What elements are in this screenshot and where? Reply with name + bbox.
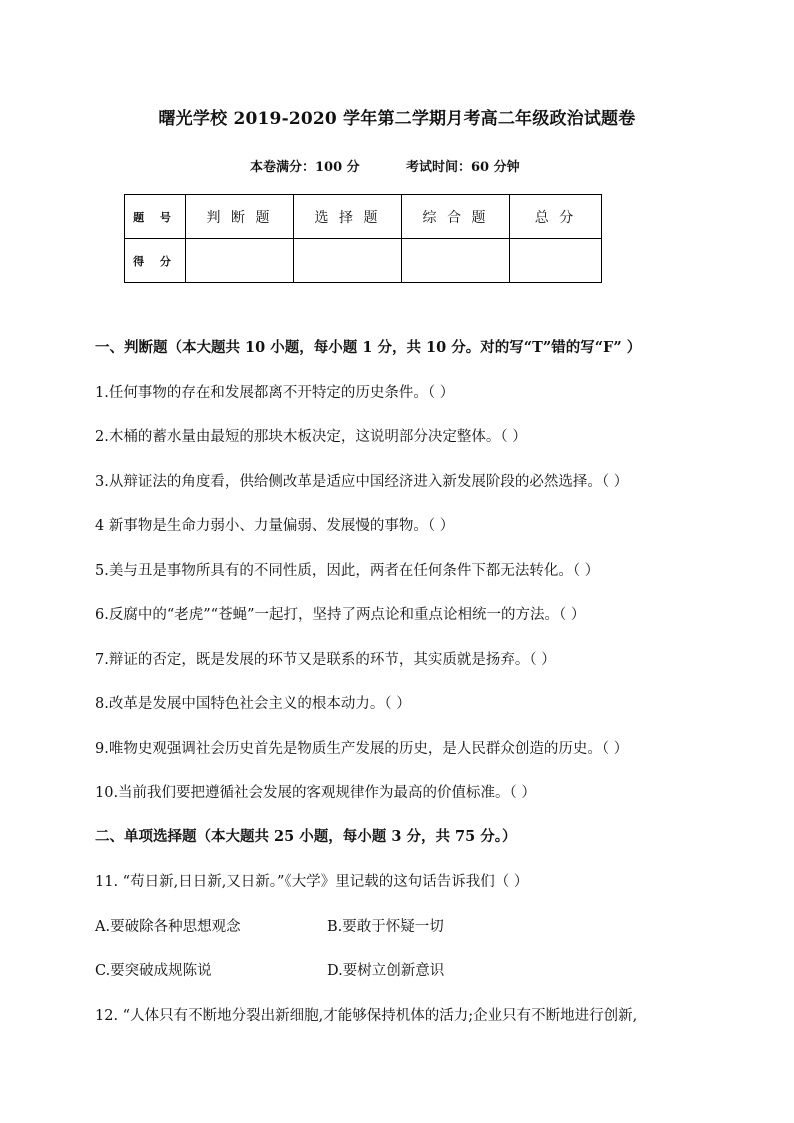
col-multiple-choice: 选 择 题 bbox=[294, 195, 402, 239]
question-10: 10.当前我们要把遵循社会发展的客观规律作为最高的价值标准。（ ） bbox=[95, 785, 536, 801]
question-11-option-c: C.要突破成规陈说 bbox=[95, 963, 212, 979]
row-label-question-number: 题 号 bbox=[125, 195, 186, 239]
question-6: 6.反腐中的“老虎”“苍蝇”一起打，坚持了两点论和重点论相统一的方法。（ ） bbox=[95, 607, 586, 623]
question-11-option-b: B.要敢于怀疑一切 bbox=[327, 919, 444, 935]
question-9: 9.唯物史观强调社会历史首先是物质生产发展的历史，是人民群众创造的历史。（ ） bbox=[95, 741, 629, 757]
question-7: 7.辩证的否定，既是发展的环节又是联系的环节，其实质就是扬弃。（ ） bbox=[95, 652, 556, 668]
exam-time-label: 考试时间：60 分钟 bbox=[406, 160, 520, 175]
question-1: 1.任何事物的存在和发展都离不开特定的历史条件。（ ） bbox=[95, 385, 455, 401]
col-true-false: 判 断 题 bbox=[186, 195, 294, 239]
full-score-label: 本卷满分：100 分 bbox=[250, 160, 360, 175]
question-8: 8.改革是发展中国特色社会主义的根本动力。（ ） bbox=[95, 696, 411, 712]
question-4: 4 新事物是生命力弱小、力量偏弱、发展慢的事物。（ ） bbox=[95, 518, 455, 534]
exam-title: 曙光学校 2019-2020 学年第二学期月考高二年级政治试题卷 bbox=[158, 109, 636, 129]
question-5: 5.美与丑是事物所具有的不同性质，因此，两者在任何条件下都无法转化。（ ） bbox=[95, 563, 600, 579]
col-total: 总 分 bbox=[510, 195, 602, 239]
score-cell-total[interactable] bbox=[510, 239, 602, 283]
row-label-score: 得 分 bbox=[125, 239, 186, 283]
question-11-stem: 11. “苟日新,日日新,又日新。”《大学》里记载的这句话告诉我们（ ） bbox=[95, 874, 529, 890]
score-cell-multiple-choice[interactable] bbox=[294, 239, 402, 283]
score-cell-true-false[interactable] bbox=[186, 239, 294, 283]
score-table bbox=[124, 194, 602, 283]
score-table-header-row bbox=[125, 195, 602, 239]
question-11-option-d: D.要树立创新意识 bbox=[327, 963, 445, 979]
question-3: 3.从辩证法的角度看，供给侧改革是适应中国经济进入新发展阶段的必然选择。（ ） bbox=[95, 474, 629, 490]
section1-heading: 一、判断题（本大题共 10 小题，每小题 1 分，共 10 分。对的写“T”错的写“F” ） bbox=[95, 339, 642, 356]
section2-heading: 二、单项选择题（本大题共 25 小题，每小题 3 分，共 75 分。） bbox=[95, 828, 517, 845]
question-2: 2.木桶的蓄水量由最短的那块木板决定，这说明部分决定整体。（ ） bbox=[95, 429, 527, 445]
question-11-option-a: A.要破除各种思想观念 bbox=[95, 919, 241, 935]
score-table-score-row bbox=[125, 239, 602, 283]
col-comprehensive: 综 合 题 bbox=[402, 195, 510, 239]
question-12-stem: 12. “人体只有不断地分裂出新细胞,才能够保持机体的活力;企业只有不断地进行创新, bbox=[95, 1008, 638, 1024]
score-cell-comprehensive[interactable] bbox=[402, 239, 510, 283]
